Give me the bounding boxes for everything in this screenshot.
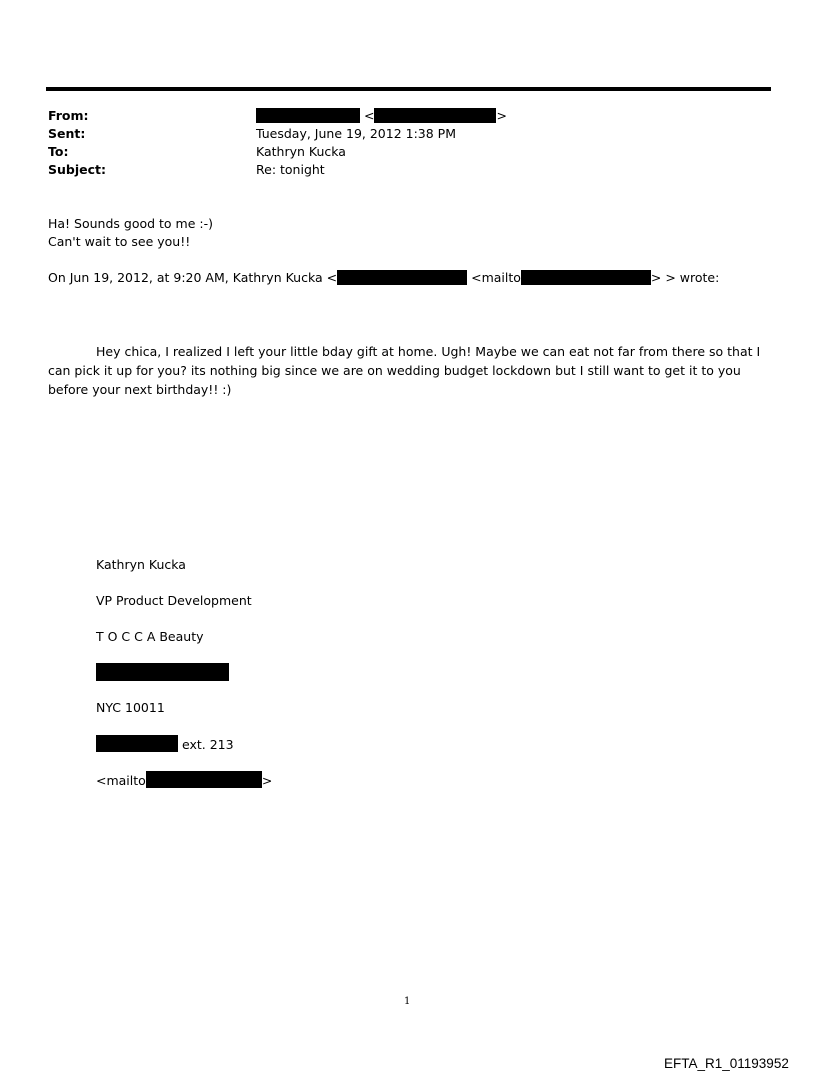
from-gt: > [496,108,507,123]
redaction-block [337,270,467,285]
redaction-block [256,108,360,123]
to-label: To: [48,144,69,159]
signature-ext: ext. 213 [181,737,234,752]
quote-suffix: > > wrote: [650,270,720,285]
from-label: From: [48,108,89,123]
subject-value: Re: tonight [256,162,325,177]
body-line-1: Ha! Sounds good to me :-) [48,216,213,231]
quote-header [48,269,719,287]
signature-name: Kathryn Kucka [96,557,186,572]
signature-city: NYC 10011 [96,700,165,715]
sent-label: Sent: [48,126,86,141]
sent-value: Tuesday, June 19, 2012 1:38 PM [256,126,456,141]
header-rule [46,87,771,91]
from-lt: < [363,108,375,123]
body-line-2: Can't wait to see you!! [48,234,191,249]
mailto-prefix: <mailto [96,773,146,788]
signature-title: VP Product Development [96,593,252,608]
quote-prefix: On Jun 19, 2012, at 9:20 AM, Kathryn Kucka < [48,270,338,285]
redaction-block [96,735,178,752]
redaction-block [146,771,262,788]
mailto-suffix: > [261,773,273,788]
document-id: EFTA_R1_01193952 [664,1056,789,1071]
subject-label: Subject: [48,162,106,177]
from-value [256,107,507,125]
quoted-message: Hey chica, I realized I left your little bday gift at home. Ugh! Maybe we can eat not far from there so that I can pick it up for you? its nothing big since we are on wedding budget lockdown but I still want to get it to you before your next birthday!! :) [48,344,761,397]
signature-mailto [96,771,272,790]
to-value: Kathryn Kucka [256,144,346,159]
page-number: 1 [404,996,411,1007]
signature-phone [96,735,234,754]
quote-mailto: <mailto [471,270,521,285]
redaction-block [521,270,651,285]
signature-company: T O C C A Beauty [96,629,204,644]
redaction-block [374,108,496,123]
redaction-block [96,663,229,681]
